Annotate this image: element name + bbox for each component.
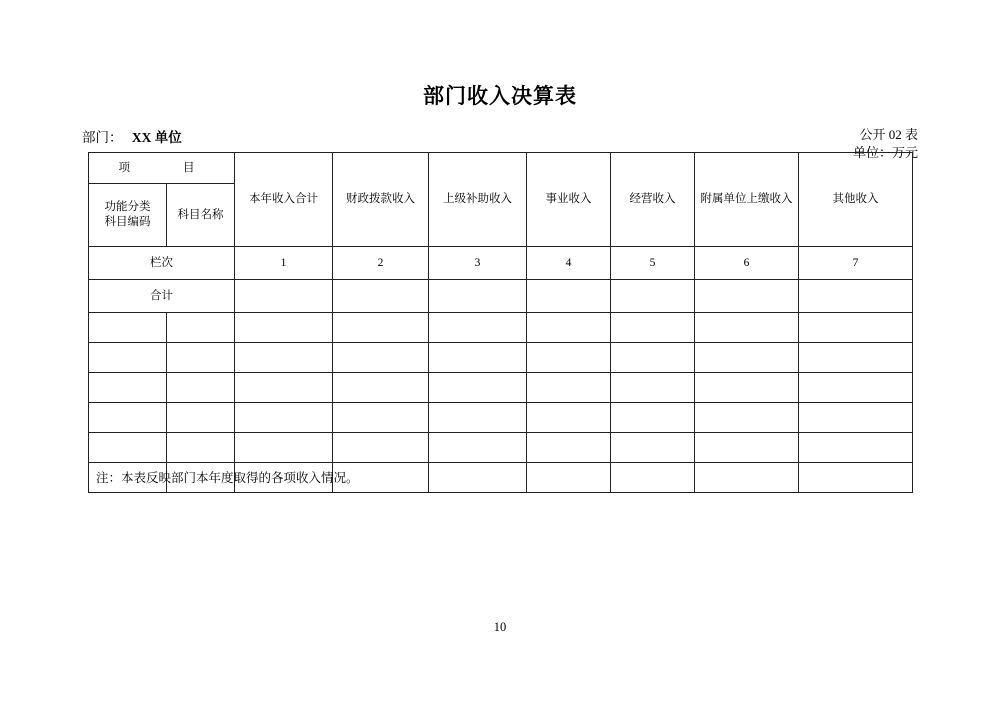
lanci-value-4: 4 xyxy=(527,247,611,280)
income-settlement-table xyxy=(88,152,913,493)
cell-business-income xyxy=(527,313,611,343)
table-row xyxy=(89,313,913,343)
total-label: 合计 xyxy=(89,280,235,313)
cell-affiliated-unit-payment xyxy=(695,433,799,463)
cell-operating-income xyxy=(611,433,695,463)
column-header-superior-subsidy: 上级补助收入 xyxy=(429,153,527,247)
cell-fiscal-appropriation xyxy=(333,343,429,373)
cell-total-income xyxy=(235,343,333,373)
cell-business-income xyxy=(527,463,611,493)
column-header-business-income: 事业收入 xyxy=(527,153,611,247)
total-value-4 xyxy=(527,280,611,313)
cell-function-code xyxy=(89,403,167,433)
lanci-value-5: 5 xyxy=(611,247,695,280)
cell-affiliated-unit-payment xyxy=(695,373,799,403)
cell-business-income xyxy=(527,403,611,433)
table-row xyxy=(89,373,913,403)
page-number: 10 xyxy=(493,620,507,634)
department-label: 部门： xyxy=(82,130,123,145)
cell-superior-subsidy xyxy=(429,403,527,433)
column-header-function-code: 功能分类 科目编码 xyxy=(89,184,167,247)
column-header-affiliated-unit-payment: 附属单位上缴收入 xyxy=(695,153,799,247)
cell-affiliated-unit-payment xyxy=(695,463,799,493)
cell-other-income xyxy=(799,463,913,493)
total-value-3 xyxy=(429,280,527,313)
total-value-6 xyxy=(695,280,799,313)
cell-business-income xyxy=(527,373,611,403)
cell-operating-income xyxy=(611,343,695,373)
cell-operating-income xyxy=(611,373,695,403)
cell-affiliated-unit-payment xyxy=(695,343,799,373)
cell-function-code xyxy=(89,313,167,343)
item-group-header: 项 目 xyxy=(89,153,235,184)
cell-function-code xyxy=(89,343,167,373)
table-row xyxy=(89,403,913,433)
column-header-fiscal-appropriation: 财政拨款收入 xyxy=(333,153,429,247)
cell-superior-subsidy xyxy=(429,313,527,343)
lanci-label: 栏次 xyxy=(89,247,235,280)
cell-operating-income xyxy=(611,313,695,343)
cell-superior-subsidy xyxy=(429,373,527,403)
cell-superior-subsidy xyxy=(429,463,527,493)
cell-other-income xyxy=(799,403,913,433)
cell-business-income xyxy=(527,433,611,463)
cell-operating-income xyxy=(611,403,695,433)
unit-label: 单位：万元 xyxy=(852,145,918,160)
total-value-2 xyxy=(333,280,429,313)
cell-subject-name xyxy=(167,313,235,343)
form-code: 公开 02 表 xyxy=(859,127,918,142)
cell-affiliated-unit-payment xyxy=(695,313,799,343)
cell-subject-name xyxy=(167,433,235,463)
cell-other-income xyxy=(799,313,913,343)
cell-superior-subsidy xyxy=(429,433,527,463)
table-row xyxy=(89,433,913,463)
cell-operating-income xyxy=(611,463,695,493)
lanci-value-2: 2 xyxy=(333,247,429,280)
lanci-value-1: 1 xyxy=(235,247,333,280)
cell-other-income xyxy=(799,433,913,463)
cell-fiscal-appropriation xyxy=(333,313,429,343)
cell-total-income xyxy=(235,433,333,463)
cell-function-code xyxy=(89,373,167,403)
cell-function-code xyxy=(89,433,167,463)
total-value-7 xyxy=(799,280,913,313)
lanci-value-3: 3 xyxy=(429,247,527,280)
cell-superior-subsidy xyxy=(429,343,527,373)
cell-subject-name xyxy=(167,343,235,373)
table-row-lanci xyxy=(89,247,913,280)
page-title: 部门收入决算表 xyxy=(423,84,577,108)
table-row-total xyxy=(89,280,913,313)
column-header-operating-income: 经营收入 xyxy=(611,153,695,247)
cell-other-income xyxy=(799,373,913,403)
column-header-subject-name: 科目名称 xyxy=(167,184,235,247)
table-row xyxy=(89,343,913,373)
total-value-1 xyxy=(235,280,333,313)
cell-fiscal-appropriation xyxy=(333,433,429,463)
lanci-value-6: 6 xyxy=(695,247,799,280)
total-value-5 xyxy=(611,280,695,313)
cell-subject-name xyxy=(167,403,235,433)
cell-fiscal-appropriation xyxy=(333,403,429,433)
cell-subject-name xyxy=(167,373,235,403)
cell-total-income xyxy=(235,373,333,403)
table-note: 注：本表反映部门本年度取得的各项收入情况。 xyxy=(96,471,359,485)
cell-other-income xyxy=(799,343,913,373)
cell-fiscal-appropriation xyxy=(333,373,429,403)
department-value: XX 单位 xyxy=(131,130,182,145)
cell-total-income xyxy=(235,313,333,343)
table-header-row-1 xyxy=(89,153,913,184)
column-header-other-income: 其他收入 xyxy=(799,153,913,247)
cell-total-income xyxy=(235,403,333,433)
department-line xyxy=(82,126,182,146)
lanci-value-7: 7 xyxy=(799,247,913,280)
cell-business-income xyxy=(527,343,611,373)
column-header-total-income: 本年收入合计 xyxy=(235,153,333,247)
cell-affiliated-unit-payment xyxy=(695,403,799,433)
